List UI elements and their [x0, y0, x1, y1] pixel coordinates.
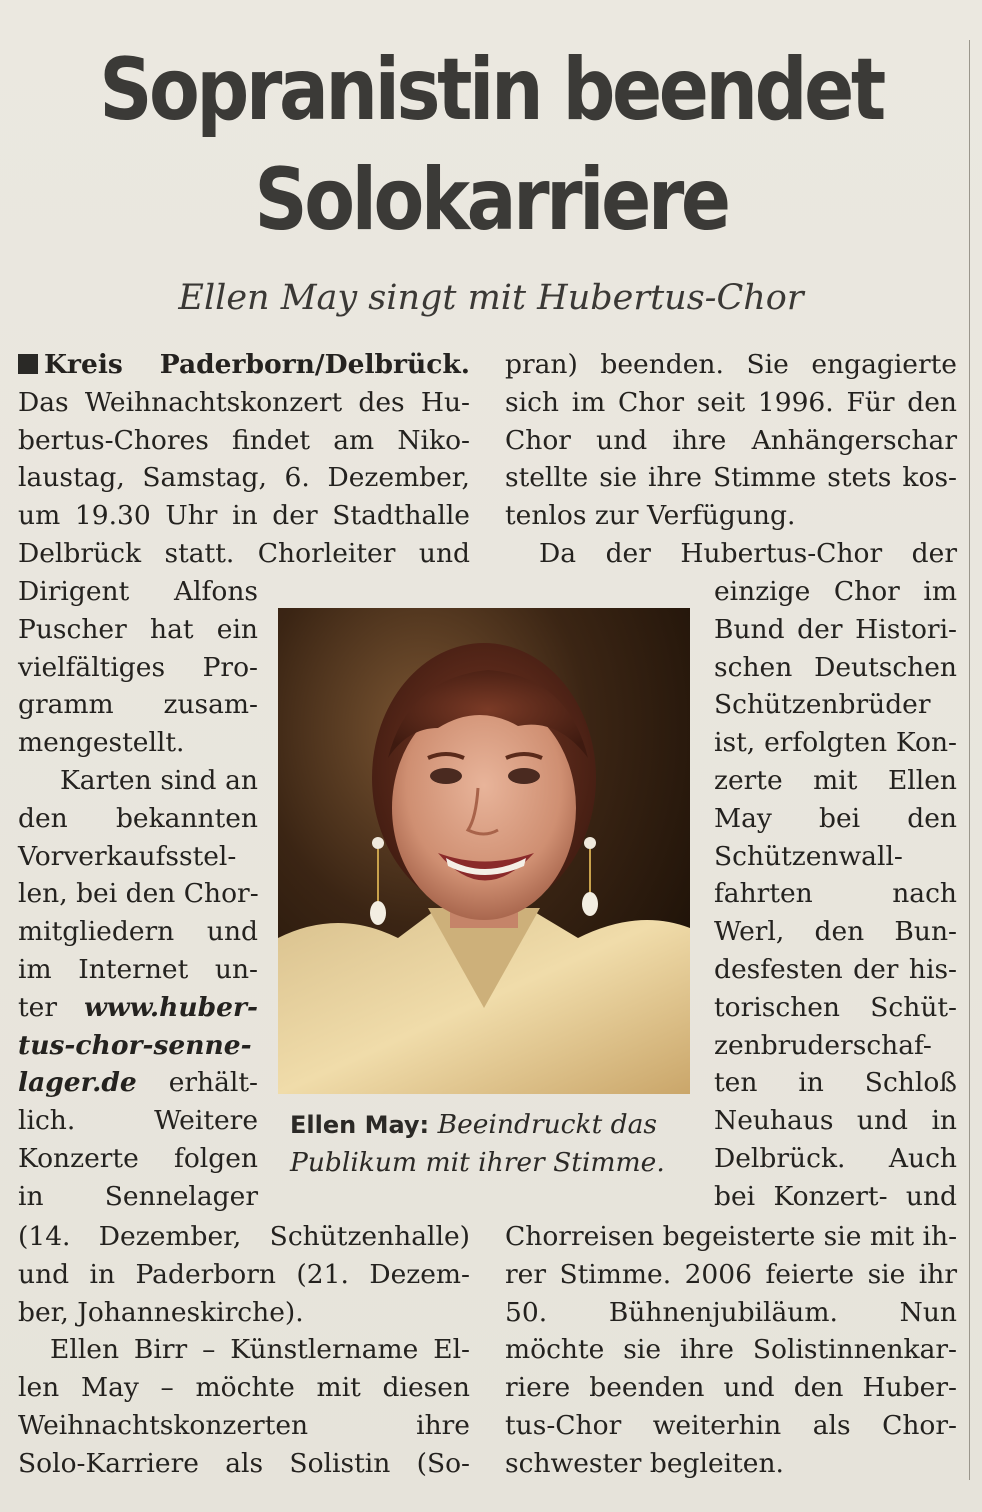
text-line: ber, Johanneskirche). — [18, 1296, 304, 1328]
text-line: möchte sie ihre Solistinnenkar- — [505, 1334, 957, 1366]
text-line: Neuhaus und in — [714, 1105, 957, 1137]
text-line: Schützenwall- — [714, 840, 903, 872]
text-line: ten in Schloß — [714, 1067, 957, 1099]
text-line: Solo-Karriere als Solistin (So- — [18, 1447, 470, 1479]
text-line: Delbrück. Auch — [714, 1142, 957, 1174]
text-line: bei Konzert- und — [714, 1180, 957, 1212]
square-bullet-icon — [18, 354, 38, 374]
text-line: bertus-Chores findet am Niko- — [18, 424, 470, 456]
text-line: Das Weihnachtskonzert des Hu- — [18, 386, 470, 418]
text-line: desfesten der his- — [714, 953, 957, 985]
text-line: Da der Hubertus-Chor der — [539, 537, 957, 569]
text-line: Bund der Histori- — [714, 613, 957, 645]
text-line: Weihnachtskonzerten ihre — [18, 1409, 470, 1441]
text-line: rer Stimme. 2006 feierte sie ihr — [505, 1258, 957, 1290]
right-column-bottom — [505, 1218, 957, 1483]
text-line: lich. Weitere — [18, 1105, 258, 1137]
right-column-top — [505, 346, 957, 573]
text-line: vielfältiges Pro- — [18, 651, 258, 683]
text-line: Schützenbrüder — [714, 689, 931, 721]
text-line: tenlos zur Verfügung. — [505, 500, 796, 532]
text-line: zerte mit Ellen — [714, 764, 957, 796]
text-line: und in Paderborn (21. Dezem- — [18, 1258, 470, 1290]
url-line — [18, 1027, 258, 1065]
left-column-bottom — [18, 1218, 470, 1483]
text-line: in Sennelager — [18, 1180, 258, 1212]
subheadline: Ellen May singt mit Hubertus-Chor — [178, 278, 804, 318]
text-line: Dirigent Alfons — [18, 576, 258, 607]
text-line: len, bei den Chor- — [18, 878, 259, 910]
caption-name: Ellen May: — [290, 1111, 430, 1139]
text-line: ist, erfolgten Kon- — [714, 727, 957, 759]
text-line: len May – möchte mit diesen — [18, 1372, 470, 1404]
text-line: May bei den — [714, 802, 957, 834]
text-line: tus-Chor weiterhin als Chor- — [505, 1409, 957, 1441]
text-line: den bekannten — [18, 802, 258, 834]
text-line: zenbruderschaf- — [714, 1029, 932, 1061]
website-link-cont[interactable]: tus-chor-senne- — [18, 1029, 252, 1061]
caption-text: Beeindruckt das Publikum mit ihrer Stimme. — [290, 1109, 665, 1178]
url-line: ter www.huber- — [18, 991, 258, 1023]
text-line: fahrten nach — [714, 878, 957, 910]
text-line: im Internet un- — [18, 953, 258, 985]
text-line: Karten sind an — [60, 764, 258, 796]
headline — [69, 35, 914, 255]
right-column-narrow — [714, 573, 957, 1216]
text-line: Ellen Birr – Künstlername El- — [50, 1334, 470, 1366]
dateline: Kreis Paderborn/Delbrück. — [44, 349, 470, 380]
text-line: Vorverkaufsstel- — [18, 840, 237, 872]
text-line: Chor und ihre Anhängerschar — [505, 424, 957, 456]
website-link-end[interactable]: lager.de — [18, 1067, 137, 1099]
text-line: Chorreisen begeisterte sie mit ih- — [505, 1221, 958, 1252]
text-line: um 19.30 Uhr in der Stadthalle — [18, 500, 470, 532]
left-column-top — [18, 346, 470, 573]
text-line: einzige Chor im — [714, 576, 957, 607]
text-line: riere beenden und den Huber- — [505, 1372, 957, 1404]
dateline-line — [18, 346, 470, 384]
photo-caption — [290, 1106, 690, 1182]
text-line: Delbrück statt. Chorleiter und — [18, 537, 470, 569]
text-line: Konzerte folgen — [18, 1142, 258, 1174]
text-line: schwester begleiten. — [505, 1447, 784, 1479]
portrait-photo — [278, 608, 690, 1094]
text-line: pran) beenden. Sie engagierte — [505, 349, 957, 380]
text-line: (14. Dezember, Schützenhalle) — [18, 1221, 470, 1252]
headline-line-2: Solokarriere — [254, 150, 728, 250]
text-line: laustag, Samstag, 6. Dezember, — [18, 462, 470, 494]
url-line: lager.de erhält- — [18, 1067, 258, 1099]
left-column-narrow — [18, 573, 258, 1216]
portrait-illustration — [278, 608, 690, 1094]
text-line: torischen Schüt- — [714, 991, 957, 1023]
text-line: 50. Bühnenjubiläum. Nun — [505, 1296, 957, 1328]
text-line: schen Deutschen — [714, 651, 957, 683]
text-line: mitgliedern und — [18, 916, 258, 948]
headline-line-1: Sopranistin beendet — [99, 40, 883, 140]
website-link[interactable]: www.huber- — [84, 991, 258, 1023]
text-line: mengestellt. — [18, 727, 185, 759]
column-rule — [969, 40, 970, 1480]
text-line: stellte sie ihre Stimme stets kos- — [505, 462, 957, 494]
text-line: Puscher hat ein — [18, 613, 258, 645]
text-line: Werl, den Bun- — [714, 916, 957, 948]
text-line: sich im Chor seit 1996. Für den — [505, 386, 957, 418]
text-line: gramm zusam- — [18, 689, 258, 721]
